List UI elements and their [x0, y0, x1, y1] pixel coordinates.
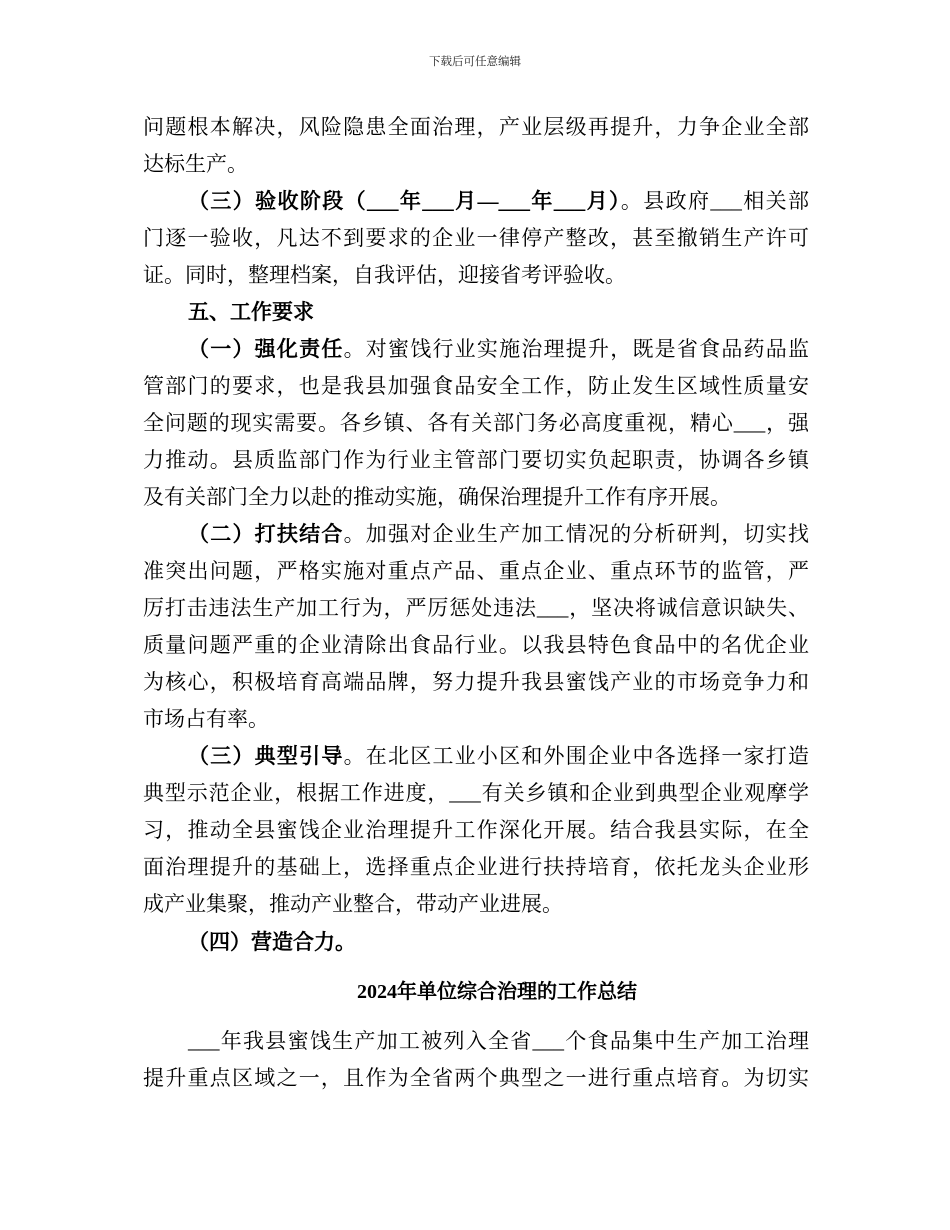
- paragraph-heading: （四）营造合力。: [188, 929, 356, 954]
- paragraph-acceptance-stage: [143, 183, 809, 294]
- paragraph-combine-crackdown-support: [143, 516, 809, 738]
- text-line: 习，推动全县蜜饯企业治理提升工作深化开展。结合我县实际，在全: [143, 818, 809, 843]
- text-line: 为核心，积极培育高端品牌，努力提升我县蜜饯产业的市场竞争力和: [143, 670, 809, 695]
- paragraph-build-synergy: [143, 924, 809, 961]
- text-segment: 。在北区工业小区和外围企业中各选择一家打造: [343, 744, 810, 769]
- paragraph-heading: （三）验收阶段（___年___月—___年___月）: [188, 188, 621, 213]
- text-line: 面治理提升的基础上，选择重点企业进行扶持培育，依托龙头企业形: [143, 855, 809, 880]
- document-body: [143, 109, 809, 961]
- text-line: 达标生产。: [143, 151, 248, 176]
- text-line: [143, 924, 809, 961]
- text-line: 证。同时，整理档案，自我评估，迎接省考评验收。: [143, 262, 626, 287]
- text-line: [143, 294, 809, 331]
- paragraph-heading: （一）强化责任: [188, 336, 344, 361]
- paragraph-continuation: [143, 109, 809, 183]
- text-line: 及有关部门全力以赴的推动实施，确保治理提升工作有序开展。: [143, 484, 731, 509]
- text-line: 问题根本解决，风险隐患全面治理，产业层级再提升，力争企业全部: [143, 114, 809, 139]
- text-line: 门逐一验收，凡达不到要求的企业一律停产整改，甚至撤销生产许可: [143, 225, 809, 250]
- page-header-note: 下载后可任意编辑: [429, 56, 521, 68]
- text-line: [143, 331, 809, 368]
- paragraph-heading: （二）打扶结合: [188, 522, 344, 547]
- text-line: 准突出问题，严格实施对重点产品、重点企业、重点环节的监管，严: [143, 559, 809, 584]
- paragraph-strengthen-responsibility: [143, 331, 809, 516]
- text-line: [143, 738, 809, 775]
- text-line: 力推动。县质监部门作为行业主管部门要切实负起职责，协调各乡镇: [143, 447, 809, 472]
- text-line: ___年我县蜜饯生产加工被列入全省___个食品集中生产加工治理: [188, 1028, 809, 1053]
- paragraph-typical-guidance: [143, 738, 809, 923]
- text-segment: 。县政府___相关部: [620, 188, 809, 213]
- text-line: 提升重点区域之一，且作为全省两个典型之一进行重点培育。为切实: [143, 1065, 809, 1090]
- paragraph-heading: （三）典型引导: [188, 744, 344, 769]
- text-segment: 。对蜜饯行业实施治理提升，既是省食品药品监: [343, 336, 810, 361]
- text-line: 厉打击违法生产加工行为，严厉惩处违法___，坚决将诚信意识缺失、: [143, 596, 809, 621]
- text-line: 管部门的要求，也是我县加强食品安全工作，防止发生区域性质量安: [143, 373, 809, 398]
- section-heading: 五、工作要求: [188, 299, 314, 324]
- document-title: 2024年单位综合治理的工作总结: [357, 980, 637, 1003]
- text-line: 典型示范企业，根据工作进度，___有关乡镇和企业到典型企业观摩学: [143, 781, 809, 806]
- text-line: 质量问题严重的企业清除出食品行业。以我县特色食品中的名优企业: [143, 633, 809, 658]
- text-line: 市场占有率。: [143, 707, 269, 732]
- text-line: 成产业集聚，推动产业整合，带动产业进展。: [143, 892, 563, 917]
- text-line: [143, 516, 809, 553]
- summary-paragraph: [143, 1023, 809, 1097]
- section-heading-work-requirements: [143, 294, 809, 331]
- text-line: [143, 183, 809, 220]
- text-segment: 。加强对企业生产加工情况的分析研判，切实找: [343, 522, 810, 547]
- text-line: 全问题的现实需要。各乡镇、各有关部门务必高度重视，精心___，强: [143, 410, 809, 435]
